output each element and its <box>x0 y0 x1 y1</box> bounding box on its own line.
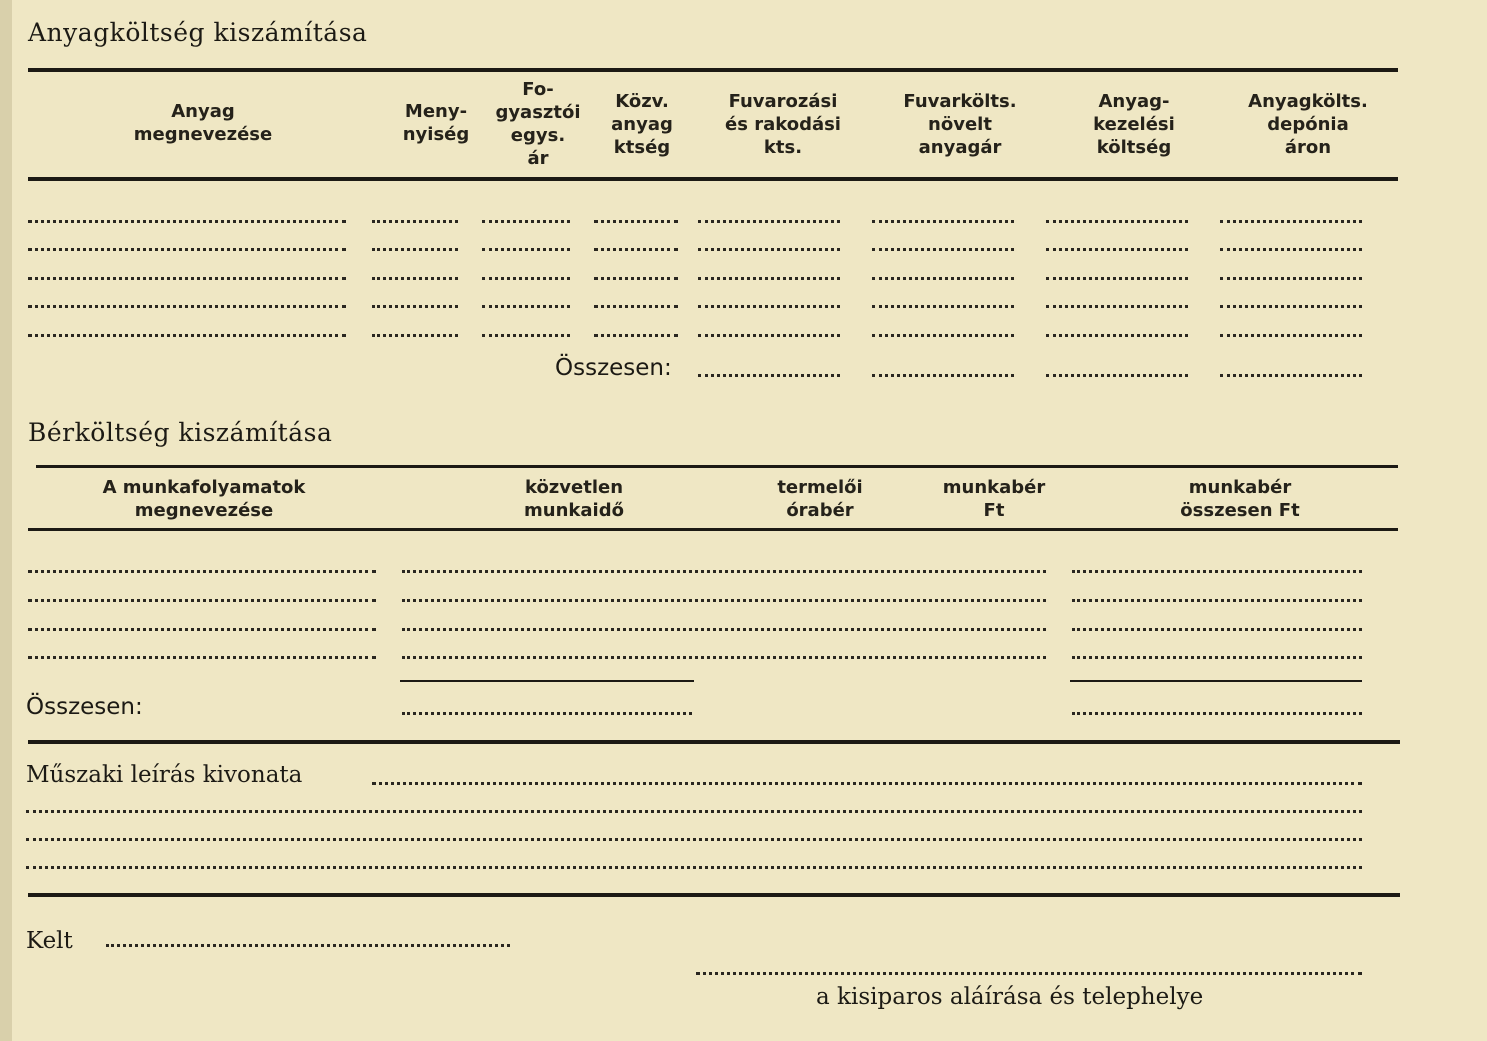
anyag-total-cell <box>698 374 840 377</box>
anyag-dotted-cell <box>372 220 458 223</box>
anyag-dotted-cell <box>594 305 678 308</box>
ber-dotted-cell <box>1072 656 1362 659</box>
header-line: Anyag- <box>1098 91 1170 112</box>
section-title-ber: Bérköltség kiszámítása <box>28 418 333 447</box>
ber-dotted-cell <box>28 570 376 573</box>
ber-total-dots-munkaido <box>402 712 692 715</box>
ber-bottom-rule <box>28 740 1400 744</box>
anyag-dotted-cell <box>1220 305 1362 308</box>
anyag-dotted-cell <box>1046 277 1188 280</box>
ber-dotted-cell <box>28 599 376 602</box>
header-line: munkabér <box>1188 477 1292 498</box>
kelt-label: Kelt <box>26 928 73 954</box>
ber-col-header <box>74 476 334 522</box>
anyag-dotted-cell <box>698 248 840 251</box>
header-line: Meny- <box>404 101 468 122</box>
anyag-dotted-cell <box>28 305 346 308</box>
header-line: munkabér <box>942 477 1046 498</box>
header-line: megnevezése <box>134 500 274 521</box>
header-line: depónia <box>1267 114 1349 135</box>
ber-subtotal-rule-left <box>400 680 694 682</box>
header-line: növelt <box>928 114 992 135</box>
header-line: anyagár <box>918 137 1002 158</box>
anyag-dotted-cell <box>594 220 678 223</box>
header-line: munkaidő <box>524 500 624 521</box>
ber-dotted-cell <box>402 628 1046 631</box>
header-line: nyiség <box>402 124 470 145</box>
muszaki-bottom-rule <box>28 893 1400 897</box>
anyag-total-cell <box>1220 374 1362 377</box>
muszaki-label: Műszaki leírás kivonata <box>26 762 303 788</box>
anyag-dotted-cell <box>698 220 840 223</box>
anyag-col-header <box>1218 90 1398 159</box>
anyag-dotted-cell <box>482 248 570 251</box>
anyag-col-header <box>113 100 293 146</box>
anyag-dotted-cell <box>872 277 1014 280</box>
anyag-dotted-cell <box>594 277 678 280</box>
header-line: megnevezése <box>133 124 273 145</box>
ber-dotted-cell <box>28 628 376 631</box>
anyag-top-rule <box>28 68 1398 72</box>
header-line: közvetlen <box>524 477 624 498</box>
anyag-dotted-cell <box>872 334 1014 337</box>
ber-top-rule <box>36 465 1398 468</box>
ber-dotted-cell <box>402 656 1046 659</box>
anyag-dotted-cell <box>372 277 458 280</box>
header-line: ktség <box>613 137 671 158</box>
anyag-dotted-cell <box>482 220 570 223</box>
anyag-dotted-cell <box>872 220 1014 223</box>
ber-dotted-cell <box>402 570 1046 573</box>
header-line: kezelési <box>1093 114 1175 135</box>
header-line: és rakodási <box>725 114 841 135</box>
anyag-header-bottom-rule <box>28 177 1398 181</box>
header-line: ár <box>527 148 549 169</box>
header-line: Anyagkölts. <box>1248 91 1368 112</box>
header-line: Közv. <box>615 91 669 112</box>
ber-dotted-cell <box>28 656 376 659</box>
anyag-dotted-cell <box>1046 305 1188 308</box>
header-line: anyag <box>611 114 673 135</box>
anyag-dotted-cell <box>1220 277 1362 280</box>
muszaki-line-4 <box>26 866 1362 869</box>
anyag-col-header <box>1044 90 1224 159</box>
anyag-dotted-cell <box>594 248 678 251</box>
anyag-dotted-cell <box>28 248 346 251</box>
anyag-dotted-cell <box>482 277 570 280</box>
ber-total-dots-osszesen <box>1072 712 1362 715</box>
header-line: Fo- <box>522 79 554 100</box>
anyag-total-label: Összesen: <box>555 355 672 381</box>
anyag-dotted-cell <box>28 277 346 280</box>
ber-total-label: Összesen: <box>26 694 143 720</box>
header-line: gyasztói <box>495 102 581 123</box>
ber-dotted-cell <box>402 599 1046 602</box>
anyag-dotted-cell <box>698 305 840 308</box>
anyag-dotted-cell <box>372 248 458 251</box>
section-title-anyag: Anyagköltség kiszámítása <box>28 18 368 47</box>
ber-dotted-cell <box>1072 628 1362 631</box>
anyag-dotted-cell <box>372 334 458 337</box>
anyag-dotted-cell <box>28 220 346 223</box>
anyag-dotted-cell <box>1220 248 1362 251</box>
header-line: kts. <box>763 137 803 158</box>
header-line: egys. <box>510 125 566 146</box>
ber-dotted-cell <box>1072 599 1362 602</box>
anyag-dotted-cell <box>1220 334 1362 337</box>
header-line: Ft <box>983 500 1005 521</box>
anyag-total-cell <box>1046 374 1188 377</box>
muszaki-line-3 <box>26 838 1362 841</box>
anyag-dotted-cell <box>1046 220 1188 223</box>
anyag-dotted-cell <box>482 334 570 337</box>
anyag-dotted-cell <box>872 305 1014 308</box>
ber-col-header <box>444 476 704 522</box>
anyag-dotted-cell <box>372 305 458 308</box>
anyag-dotted-cell <box>594 334 678 337</box>
signature-caption: a kisiparos aláírása és telephelye <box>816 984 1204 1010</box>
signature-line <box>696 972 1362 975</box>
anyag-dotted-cell <box>1046 248 1188 251</box>
header-line: Fuvarkölts. <box>903 91 1017 112</box>
header-line: összesen Ft <box>1180 500 1300 521</box>
header-line: költség <box>1096 137 1172 158</box>
anyag-dotted-cell <box>1220 220 1362 223</box>
muszaki-line-2 <box>26 810 1362 813</box>
anyag-col-header <box>693 90 873 159</box>
anyag-dotted-cell <box>698 277 840 280</box>
anyag-dotted-cell <box>1046 334 1188 337</box>
page-edge-shadow <box>0 0 12 1041</box>
ber-subtotal-rule-right <box>1070 680 1362 682</box>
header-line: termelői <box>777 477 863 498</box>
anyag-dotted-cell <box>872 248 1014 251</box>
ber-dotted-cell <box>1072 570 1362 573</box>
anyag-dotted-cell <box>698 334 840 337</box>
anyag-total-cell <box>872 374 1014 377</box>
header-line: A munkafolyamatok <box>102 477 306 498</box>
ber-header-bottom-rule <box>28 528 1398 531</box>
muszaki-line-1 <box>372 782 1362 785</box>
anyag-dotted-cell <box>28 334 346 337</box>
ber-col-header <box>864 476 1124 522</box>
header-line: Fuvarozási <box>728 91 838 112</box>
ber-col-header <box>1110 476 1370 522</box>
kelt-date-line <box>106 944 510 947</box>
header-line: Anyag <box>171 101 235 122</box>
anyag-col-header <box>870 90 1050 159</box>
anyag-dotted-cell <box>482 305 570 308</box>
header-line: áron <box>1284 137 1332 158</box>
header-line: órabér <box>786 500 854 521</box>
